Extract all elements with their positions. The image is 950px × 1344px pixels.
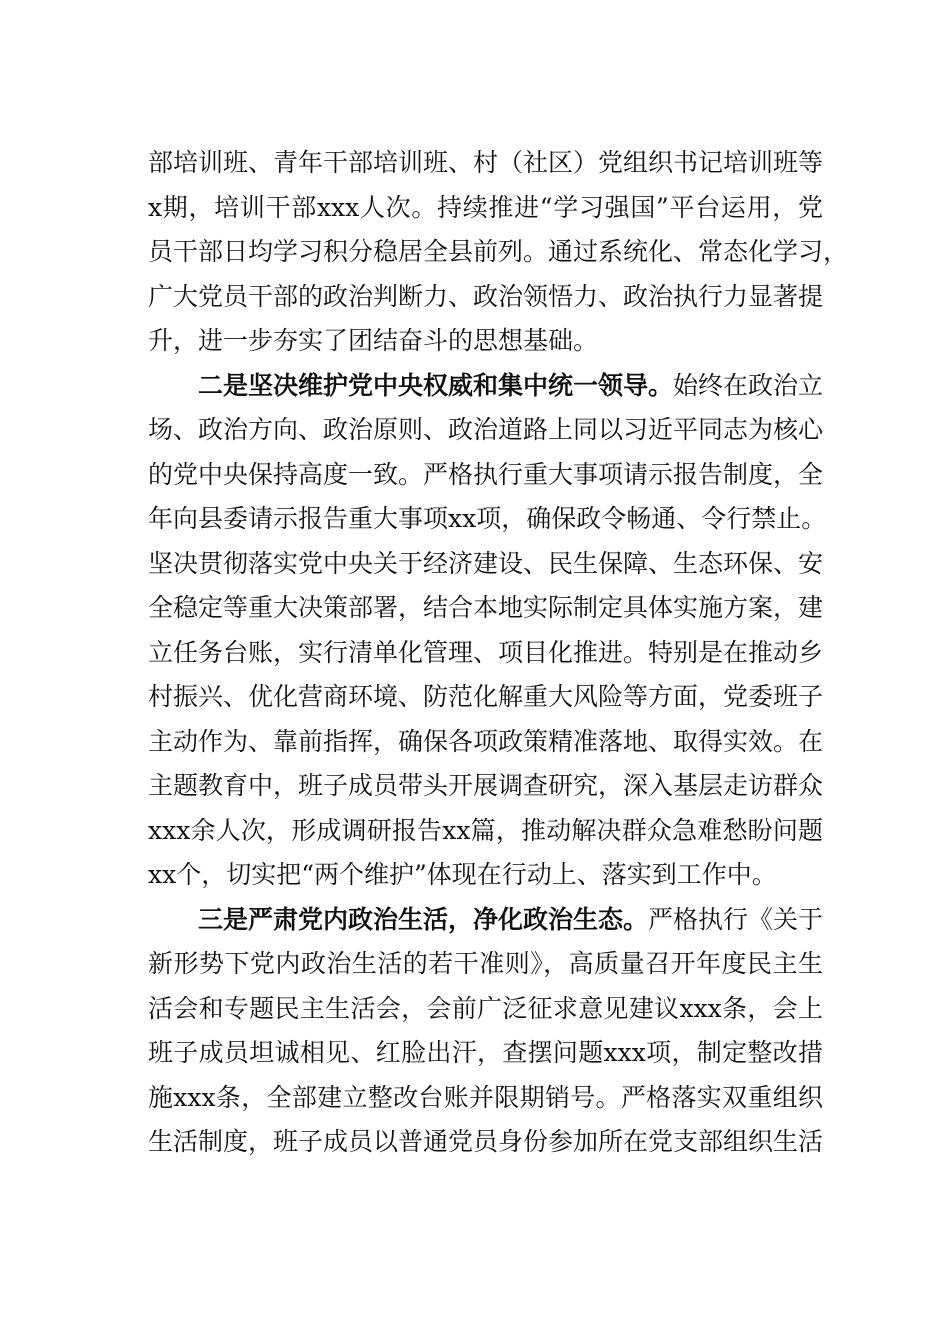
section-lead-heading: 三是严肃党内政治生活，净化政治生态。 [198, 904, 649, 934]
text-line [148, 898, 823, 943]
line-text: 立任务台账，实行清单化管理、项目化推进。特别是在推动乡 [148, 637, 824, 667]
text-line [148, 453, 823, 498]
line-text: xxx余人次，形成调研报告xx篇，推动解决群众急难愁盼问题 [148, 815, 823, 845]
text-line [148, 853, 823, 898]
text-line [148, 764, 823, 809]
line-text: 严格执行《关于 [648, 904, 824, 934]
line-text: 始终在政治立 [673, 370, 824, 400]
line-text: 坚决贯彻落实党中央关于经济建设、民生保障、生态环保、安 [148, 548, 824, 578]
line-text: 施xxx条，全部建立整改台账并限期销号。严格落实双重组织 [148, 1082, 823, 1112]
text-line [148, 141, 823, 186]
text-line [148, 1031, 823, 1076]
document-body [148, 141, 849, 1165]
text-line [148, 942, 823, 987]
text-line [148, 809, 823, 854]
text-line [148, 675, 823, 720]
line-text: 部培训班、青年干部培训班、村（社区）党组织书记培训班等 [148, 148, 824, 177]
line-text: 年向县委请示报告重大事项xx项，确保政令畅通、令行禁止。 [148, 504, 827, 533]
line-text: 班子成员坦诚相见、红脸出汗，查摆问题xxx项，制定整改措 [148, 1038, 823, 1067]
paragraph [148, 141, 849, 364]
text-line [148, 364, 823, 409]
paragraph [148, 364, 827, 898]
text-line [148, 586, 823, 631]
line-text: 主题教育中，班子成员带头开展调查研究，深入基层走访群众 [148, 771, 824, 800]
line-text: 升，进一步夯实了团结奋斗的思想基础。 [148, 326, 599, 355]
text-line [148, 987, 823, 1032]
text-line [148, 1120, 823, 1165]
line-text: 活会和专题民主生活会，会前广泛征求意见建议xxx条，会上 [148, 993, 823, 1023]
line-text: 主动作为、靠前指挥，确保各项政策精准落地、取得实效。在 [148, 726, 824, 756]
line-text: 村振兴、优化营商环境、防范化解重大风险等方面，党委班子 [148, 682, 824, 711]
line-text: 广大党员干部的政治判断力、政治领悟力、政治执行力显著提 [148, 281, 824, 311]
text-line [148, 230, 849, 275]
line-text: x期，培训干部xxx人次。持续推进“学习强国”平台运用，党 [148, 192, 823, 222]
text-line [148, 631, 823, 676]
line-text: 场、政治方向、政治原则、政治道路上同以习近平同志为核心 [148, 415, 824, 444]
text-line [148, 1076, 823, 1121]
line-text: 的党中央保持高度一致。严格执行重大事项请示报告制度，全 [148, 459, 824, 489]
text-line [148, 319, 823, 364]
line-text: 全稳定等重大决策部署，结合本地实际制定具体实施方案，建 [148, 593, 824, 622]
line-text: 员干部日均学习积分稳居全县前列。通过系统化、常态化学习， [148, 237, 849, 266]
text-line [148, 542, 823, 587]
paragraph [148, 898, 823, 1165]
section-lead-heading: 二是坚决维护党中央权威和集中统一领导。 [198, 370, 674, 400]
text-line [148, 275, 823, 320]
text-line [148, 186, 823, 231]
line-text: 新形势下党内政治生活的若干准则》，高质量召开年度民主生 [148, 949, 823, 978]
text-line [148, 408, 823, 453]
line-text: xx个，切实把“两个维护”体现在行动上、落实到工作中。 [148, 860, 777, 889]
text-line [148, 497, 827, 542]
text-line [148, 720, 823, 765]
line-text: 生活制度，班子成员以普通党员身份参加所在党支部组织生活 [148, 1127, 824, 1156]
